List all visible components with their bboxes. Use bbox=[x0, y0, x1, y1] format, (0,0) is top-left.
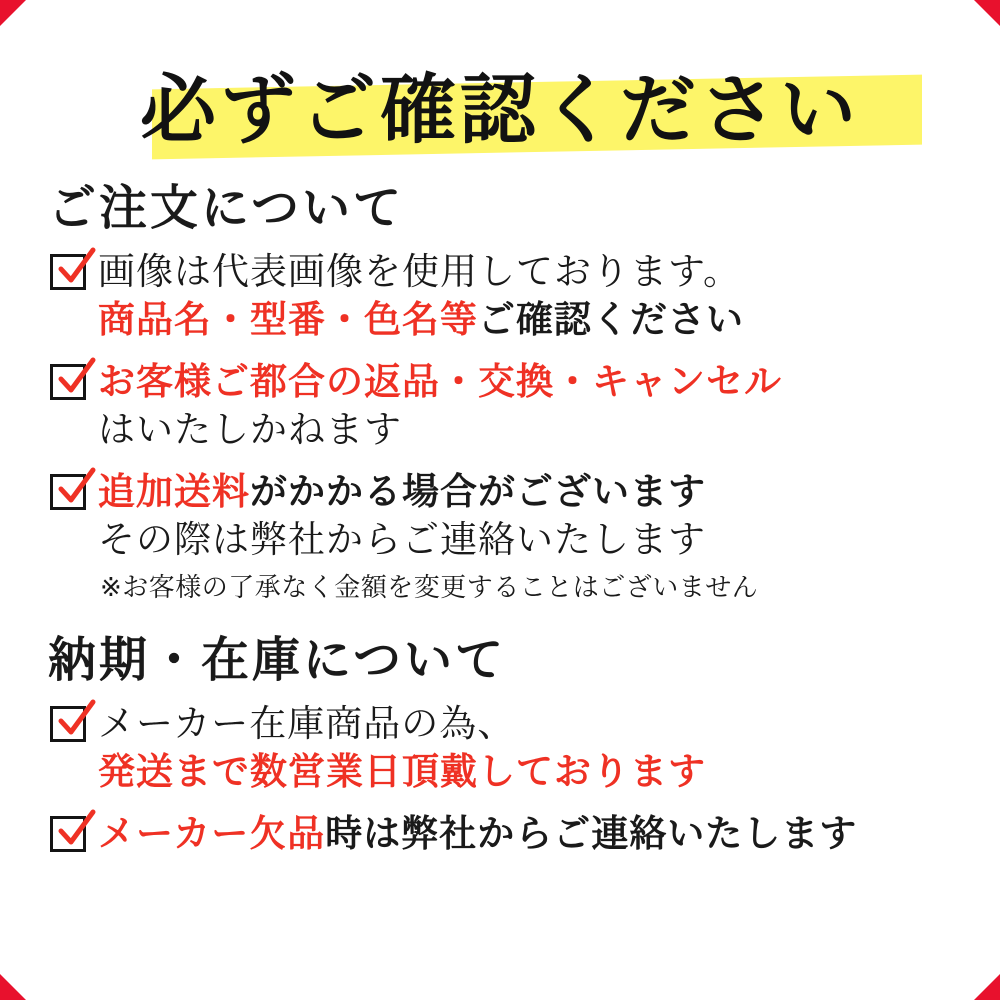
list-item-line: お客様ご都合の返品・交換・キャンセル bbox=[98, 360, 782, 404]
emphasis-text: メーカー欠品 bbox=[98, 811, 326, 855]
list-item-text bbox=[98, 810, 956, 858]
list-item-line: はいたしかねます bbox=[98, 408, 402, 452]
list-item bbox=[50, 700, 956, 796]
plain-text: ご確認ください bbox=[478, 298, 744, 342]
check-mark-icon bbox=[55, 357, 97, 399]
page-title: 必ずご確認ください bbox=[140, 65, 860, 154]
page-title-block bbox=[44, 52, 956, 164]
check-mark-icon bbox=[55, 809, 97, 851]
corner-accent-top-left bbox=[0, 0, 26, 26]
emphasis-text: 商品名・型番・色名等 bbox=[98, 298, 478, 342]
corner-accent-top-right bbox=[974, 0, 1000, 26]
emphasis-text: 追加送料 bbox=[98, 470, 250, 514]
list-item-text bbox=[98, 248, 956, 344]
list-item-text bbox=[98, 358, 956, 454]
corner-accent-bottom-right bbox=[974, 974, 1000, 1000]
list-item bbox=[50, 810, 956, 858]
list-item-line: 発送まで数営業日頂戴しております bbox=[98, 749, 706, 793]
plain-text: がかかる場合がございます bbox=[250, 470, 706, 514]
checkbox-checked-icon bbox=[50, 816, 86, 852]
list-item-text bbox=[98, 700, 956, 796]
list-item-note: ※お客様の了承なく金額を変更することはございません bbox=[100, 572, 759, 603]
check-mark-icon bbox=[55, 467, 97, 509]
list-item-line: メーカー在庫商品の為、 bbox=[98, 701, 516, 745]
corner-accent-bottom-left bbox=[0, 974, 26, 1000]
list-item-text bbox=[98, 468, 956, 603]
list-item bbox=[50, 468, 956, 603]
list-item-line: 画像は代表画像を使用しております。 bbox=[98, 250, 742, 293]
list-item bbox=[50, 358, 956, 454]
checkbox-checked-icon bbox=[50, 254, 86, 290]
plain-text: 時は弊社からご連絡いたします bbox=[325, 811, 858, 855]
section-heading-orders: ご注文について bbox=[48, 180, 405, 236]
checkbox-checked-icon bbox=[50, 364, 86, 400]
list-item-line bbox=[98, 296, 956, 344]
list-item bbox=[50, 248, 956, 344]
list-item-line: その際は弊社からご連絡いたします bbox=[98, 518, 706, 562]
check-mark-icon bbox=[55, 247, 97, 289]
list-item-line bbox=[98, 468, 956, 516]
section-heading-delivery: 納期・在庫について bbox=[48, 631, 507, 688]
check-mark-icon bbox=[55, 699, 97, 741]
checkbox-checked-icon bbox=[50, 706, 86, 742]
list-item-line bbox=[98, 810, 956, 858]
checkbox-checked-icon bbox=[50, 474, 86, 510]
